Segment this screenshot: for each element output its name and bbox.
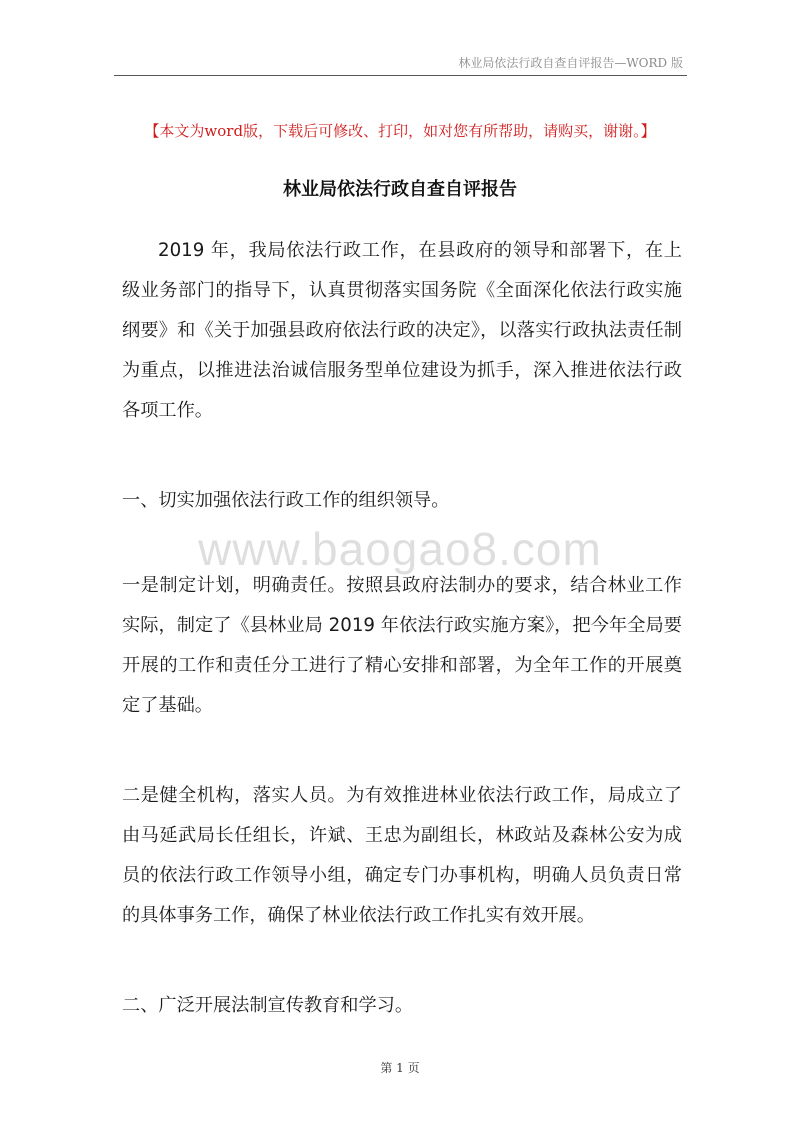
download-notice: 【本文为word版，下载后可修改、打印，如对您有所帮助，请购买，谢谢。】: [144, 122, 656, 140]
intro-paragraph: 2019 年，我局依法行政工作，在县政府的领导和部署下，在上级业务部门的指导下，认真贯彻落实国务院《全面深化依法行政实施纲要》和《关于加强县政府依法行政的决定》，以落实行政执法责任制为重点，以推进法治诚信服务型单位建设为抓手，深入推进依法行政各项工作。: [122, 240, 682, 421]
page-number: 第 1 页: [380, 1061, 420, 1075]
section-heading-2: 二、广泛开展法制宣传教育和学习。: [122, 995, 414, 1016]
watermark: www.baogao8.com: [198, 523, 602, 575]
header-divider: [114, 75, 687, 76]
document-title: 林业局依法行政自查自评报告: [283, 179, 517, 200]
running-header: 林业局依法行政自查自评报告—WORD 版: [458, 56, 683, 70]
paragraph-plan: 一是制定计划，明确责任。按照县政府法制办的要求，结合林业工作实际，制定了《县林业局 2019 年依法行政实施方案》，把今年全局要开展的工作和责任分工进行了精心安排和部署，为全年工作的开展奠定了基础。: [122, 575, 682, 716]
paragraph-organization: 二是健全机构，落实人员。为有效推进林业依法行政工作，局成立了由马延武局长任组长，许斌、王忠为副组长，林政站及森林公安为成员的依法行政工作领导小组，确定专门办事机构，明确人员负责日常的具体事务工作，确保了林业依法行政工作扎实有效开展。: [122, 785, 682, 926]
section-heading-1: 一、切实加强依法行政工作的组织领导。: [122, 490, 450, 511]
